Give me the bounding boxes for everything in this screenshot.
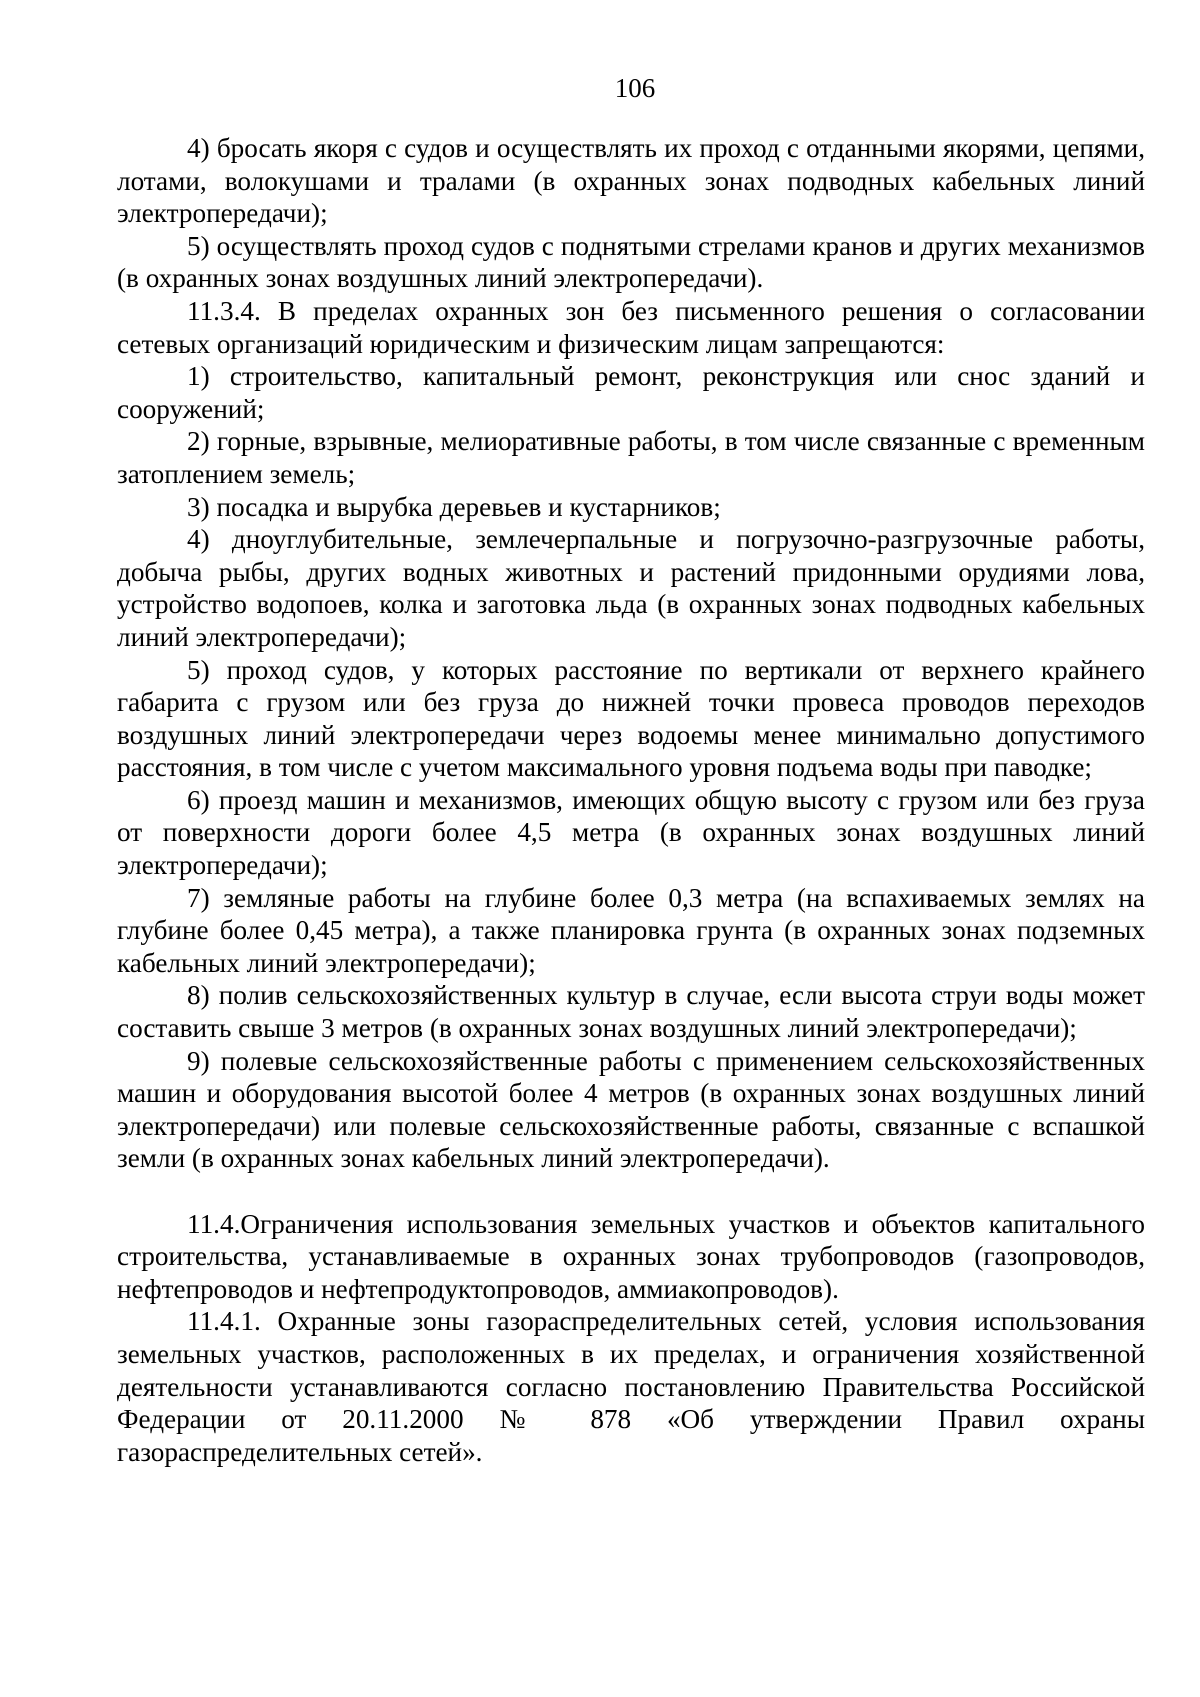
paragraph-item-4-dredging: 4) дноуглубительные, землечерпальные и погрузочно-разгрузочные работы, добыча рыбы, других водных животных и растений придонными орудиями лова, устройство водопоев, колка и заготовка льда (в охранных зонах подводных кабельных линий электропередачи); bbox=[117, 524, 1145, 652]
document-body bbox=[117, 132, 1145, 1468]
paragraph-item-3-trees: 3) посадка и вырубка деревьев и кустарников; bbox=[187, 491, 721, 522]
paragraph-item-8-irrigation: 8) полив сельскохозяйственных культур в случае, если высота струи воды может составить свыше 3 метров (в охранных зонах воздушных линий электропередачи); bbox=[117, 980, 1145, 1044]
paragraph-section-11-3-4: 11.3.4. В пределах охранных зон без письменного решения о согласовании сетевых организаций юридическим и физическим лицам запрещаются: bbox=[117, 295, 1145, 359]
paragraph-item-4-anchors: 4) бросать якоря с судов и осуществлять их проход с отданными якорями, цепями, лотами, волокушами и тралами (в охранных зонах подводных кабельных линий электропередачи); bbox=[117, 133, 1145, 229]
paragraph-section-11-4-1: 11.4.1. Охранные зоны газораспределительных сетей, условия использования земельных участков, расположенных в их пределах, и ограничения хозяйственной деятельности устанавливаются согласно постановлению Правительства Российской Федерации от 20.11.2000 № 878 «Об утверждении Правил охраны газораспределительных сетей». bbox=[117, 1306, 1145, 1467]
paragraph-item-6-vehicles: 6) проезд машин и механизмов, имеющих общую высоту с грузом или без груза от поверхности дороги более 4,5 метра (в охранных зонах воздушных линий электропередачи); bbox=[117, 784, 1145, 881]
page-number: 106 bbox=[614, 73, 656, 103]
paragraph-item-2-mining: 2) горные, взрывные, мелиоративные работы, в том числе связанные с временным затоплением земель; bbox=[117, 426, 1145, 489]
paragraph-item-1-construction: 1) строительство, капитальный ремонт, реконструкция или снос зданий и сооружений; bbox=[117, 361, 1145, 424]
paragraph-item-9-field-works: 9) полевые сельскохозяйственные работы с применением сельскохозяйственных машин и оборудования высотой более 4 метров (в охранных зонах воздушных линий электропередачи) или полевые сельскохозяйственные работы, связанные с вспашкой земли (в охранных зонах кабельных линий электропередачи). bbox=[117, 1045, 1145, 1174]
paragraph-item-5-vessel-passage: 5) проход судов, у которых расстояние по вертикали от верхнего крайнего габарита с грузом или без груза до нижней точки провеса проводов переходов воздушных линий электропередачи через водоемы менее минимально допустимого расстояния, в том числе с учетом максимального уровня подъема воды при паводке; bbox=[117, 654, 1145, 783]
paragraph-item-5-vessels-cranes: 5) осуществлять проход судов с поднятыми стрелами кранов и других механизмов (в охранных зонах воздушных линий электропередачи). bbox=[117, 230, 1145, 294]
paragraph-section-11-4: 11.4.Ограничения использования земельных участков и объектов капитального строительства, устанавливаемые в охранных зонах трубопроводов (газопроводов, нефтепроводов и нефтепродуктопроводов, аммиакопроводов). bbox=[117, 1208, 1145, 1304]
paragraph-item-7-earthworks: 7) земляные работы на глубине более 0,3 метра (на вспахиваемых землях на глубине более 0,45 метра), а также планировка грунта (в охранных зонах подземных кабельных линий электропередачи); bbox=[117, 882, 1145, 978]
